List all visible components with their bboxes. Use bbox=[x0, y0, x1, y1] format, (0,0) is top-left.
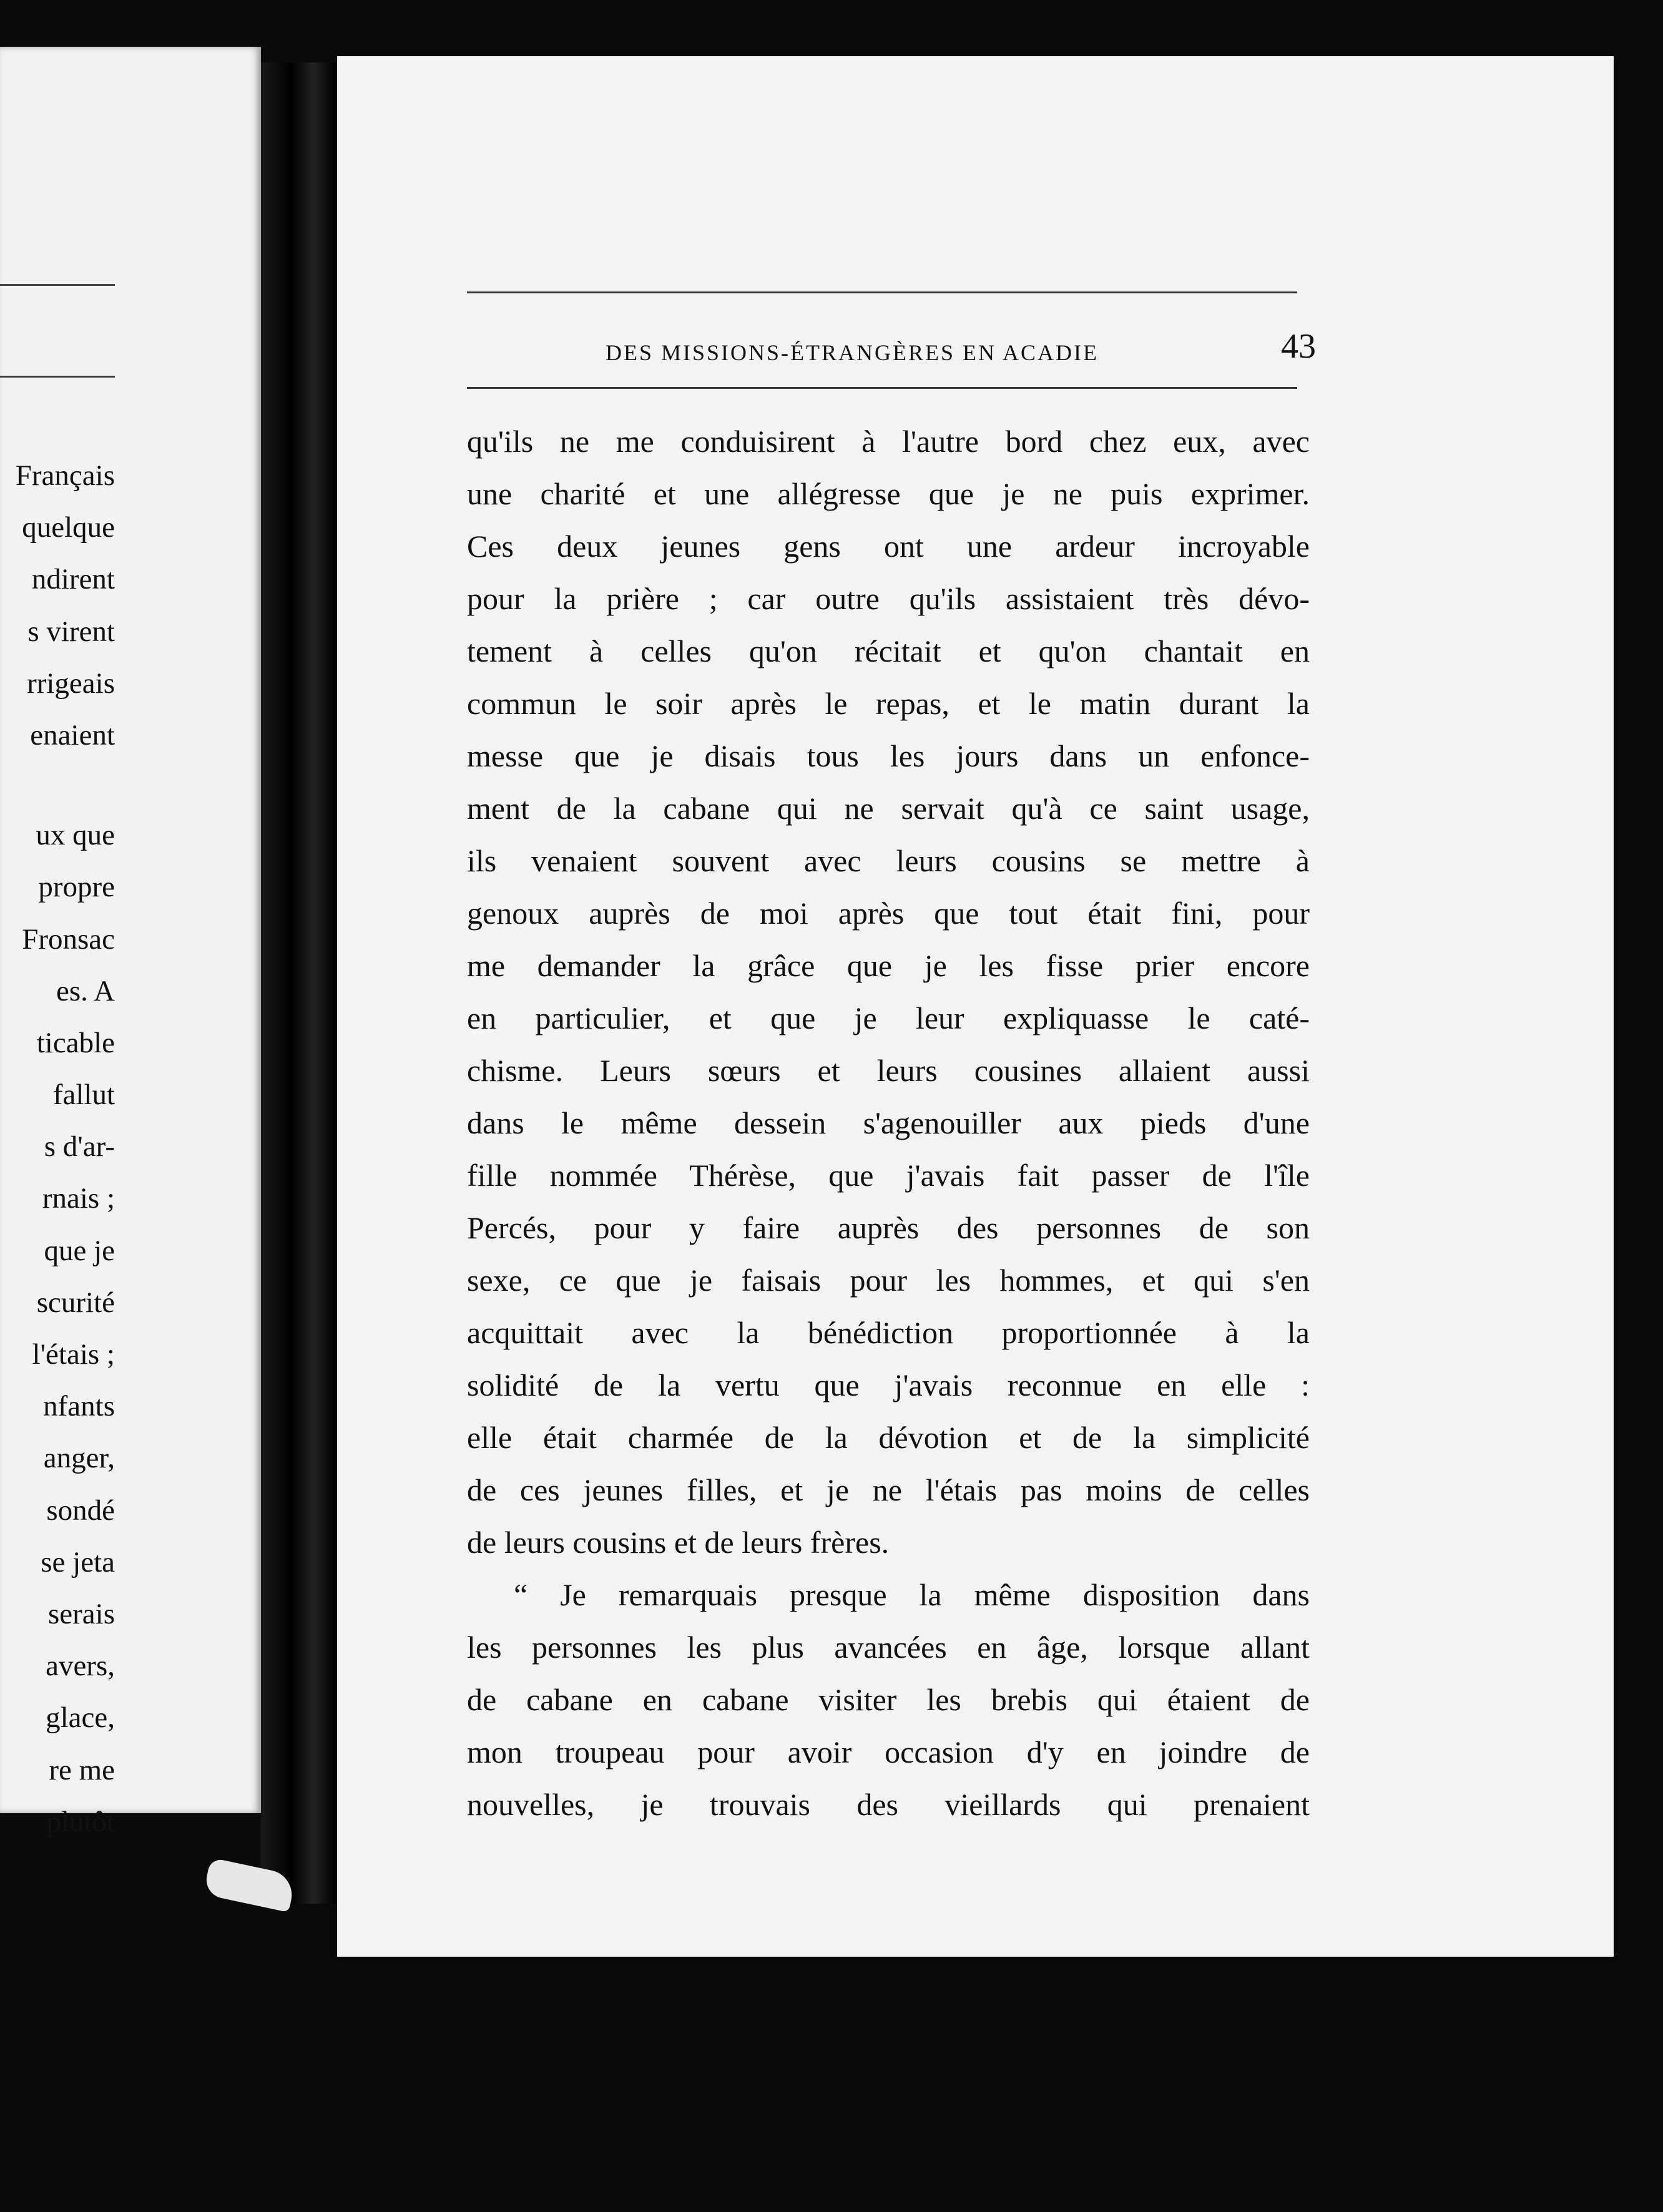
text-line: en particulier, et que je leur expliquasse le caté- bbox=[467, 1001, 1310, 1035]
left-line: nfants bbox=[43, 1390, 115, 1423]
text-line: qu'ils ne me conduisirent à l'autre bord chez eux, avec bbox=[467, 424, 1310, 459]
text-line: sexe, ce que je faisais pour les hommes, et qui s'en bbox=[467, 1263, 1310, 1298]
text-line: messe que je disais tous les jours dans un enfonce- bbox=[467, 738, 1310, 773]
right-page bbox=[337, 56, 1614, 1957]
left-line: Français bbox=[15, 459, 115, 492]
text-line: une charité et une allégresse que je ne puis exprimer. bbox=[467, 476, 1310, 511]
text-line: mon troupeau pour avoir occasion d'y en joindre de bbox=[467, 1735, 1310, 1769]
text-line: Percés, pour y faire auprès des personnes de son bbox=[467, 1210, 1310, 1245]
left-line: glace, bbox=[46, 1701, 115, 1735]
text-line: ils venaient souvent avec leurs cousins se mettre à bbox=[467, 843, 1310, 878]
left-line: quelque bbox=[22, 511, 115, 544]
left-line: enaient bbox=[30, 718, 115, 751]
left-line: se jeta bbox=[41, 1545, 115, 1578]
left-line: serais bbox=[47, 1597, 115, 1630]
page-number: 43 bbox=[1281, 327, 1316, 366]
text-line: “ Je remarquais presque la même disposition dans bbox=[514, 1577, 1310, 1612]
left-line: anger, bbox=[43, 1442, 115, 1475]
text-line: solidité de la vertu que j'avais reconnue en elle : bbox=[467, 1368, 1310, 1402]
left-line: plutôt bbox=[46, 1805, 115, 1838]
left-line: l'étais ; bbox=[32, 1338, 115, 1371]
text-line: chisme. Leurs sœurs et leurs cousines allaient aussi bbox=[467, 1053, 1310, 1088]
text-line: Ces deux jeunes gens ont une ardeur incroyable bbox=[467, 529, 1310, 564]
left-line: que je bbox=[44, 1234, 115, 1267]
left-line: scurité bbox=[36, 1286, 115, 1319]
text-line: me demander la grâce que je les fisse prier encore bbox=[467, 948, 1310, 983]
text-line: nouvelles, je trouvais des vieillards qui prenaient bbox=[467, 1787, 1310, 1822]
text-line: de leurs cousins et de leurs frères. bbox=[467, 1525, 890, 1560]
left-line: avers, bbox=[46, 1650, 115, 1683]
left-line: re me bbox=[49, 1753, 115, 1786]
text-line: les personnes les plus avancées en âge, lorsque allant bbox=[467, 1630, 1310, 1665]
text-line: fille nommée Thérèse, que j'avais fait passer de l'île bbox=[467, 1158, 1310, 1193]
left-line: es. A bbox=[56, 974, 115, 1007]
text-line: genoux auprès de moi après que tout était fini, pour bbox=[467, 896, 1310, 931]
header-rule-top bbox=[467, 291, 1297, 293]
text-line: acquittait avec la bénédiction proportionnée à la bbox=[467, 1315, 1310, 1350]
text-line: commun le soir après le repas, et le matin durant la bbox=[467, 686, 1310, 721]
header-rule-bottom bbox=[467, 387, 1297, 389]
left-line: ndirent bbox=[31, 563, 115, 596]
left-page bbox=[0, 47, 261, 1838]
book-gutter bbox=[261, 62, 336, 1904]
left-line: propre bbox=[38, 871, 115, 904]
left-line: s d'ar- bbox=[44, 1130, 115, 1163]
left-page-rule-bottom bbox=[0, 376, 115, 378]
text-line: ment de la cabane qui ne servait qu'à ce saint usage, bbox=[467, 791, 1310, 826]
left-line: fallut bbox=[52, 1079, 115, 1112]
left-page-text bbox=[0, 450, 115, 1848]
text-line: de cabane en cabane visiter les brebis qui étaient de bbox=[467, 1682, 1310, 1717]
text-line: elle était charmée de la dévotion et de la simplicité bbox=[467, 1420, 1310, 1455]
text-line: de ces jeunes filles, et je ne l'étais pas moins de celles bbox=[467, 1472, 1310, 1507]
left-line: Fronsac bbox=[22, 922, 115, 956]
left-line: rnais ; bbox=[42, 1182, 115, 1215]
left-line: sondé bbox=[46, 1494, 115, 1527]
left-line: rrigeais bbox=[27, 667, 115, 700]
text-line: dans le même dessein s'agenouiller aux pieds d'une bbox=[467, 1105, 1310, 1140]
text-line: tement à celles qu'on récitait et qu'on chantait en bbox=[467, 634, 1310, 668]
left-line: ux que bbox=[36, 819, 115, 852]
running-head: DES MISSIONS-ÉTRANGÈRES EN ACADIE bbox=[606, 340, 1099, 365]
left-line: s virent bbox=[27, 615, 115, 648]
body-text bbox=[467, 415, 1310, 1831]
text-line: pour la prière ; car outre qu'ils assistaient très dévo- bbox=[467, 581, 1310, 616]
left-line: ticable bbox=[36, 1026, 115, 1059]
left-page-rule-top bbox=[0, 284, 115, 286]
